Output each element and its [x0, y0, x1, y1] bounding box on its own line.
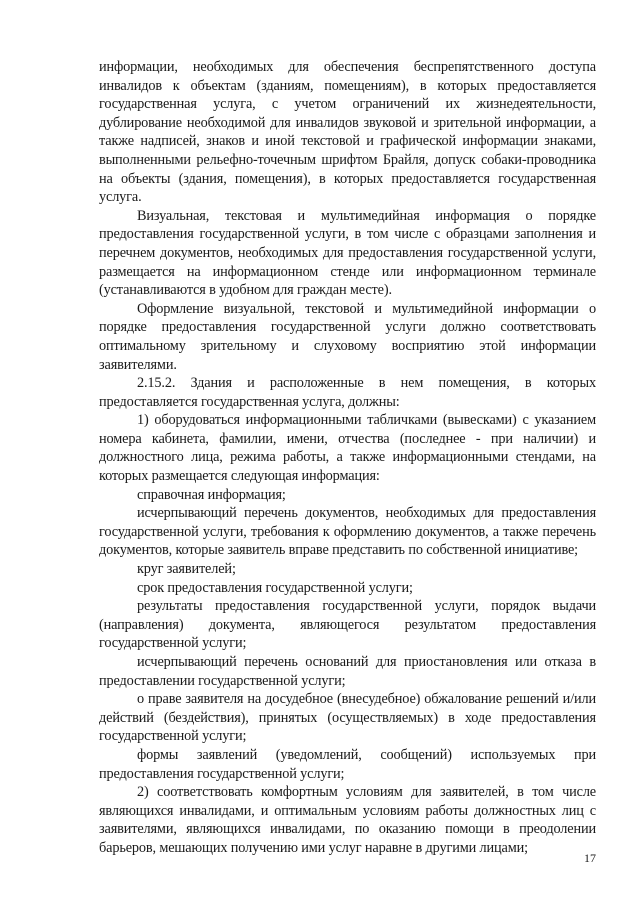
list-item-applicants: круг заявителей; [137, 561, 236, 578]
paragraph-section-2-15-2: 2.15.2. Здания и расположенные в нем помещения, в которых предоставляется государственная услуга, должны: [99, 375, 596, 410]
paragraph-visual-info: Визуальная, текстовая и мультимедийная информация о порядке предоставления государственной услуги, в том числе с образцами заполнения и перечнем документов, необходимых для предоставления государственной услуги, размещается на информационном стенде или информационном терминале (устанавливаются в удобном для граждан месте). [99, 207, 596, 299]
body-text [99, 58, 596, 858]
list-item-application-forms: формы заявлений (уведомлений, сообщений) используемых при предоставления государственной услуги; [99, 746, 596, 782]
paragraph-item-1: 1) оборудоваться информационными табличками (вывесками) с указанием номера кабинета, фамилии, имени, отчества (последнее - при наличии) и должностного лица, режима работы, а также информационными стендами, на которых размещается следующая информация: [99, 412, 596, 485]
page-number: 17 [584, 851, 596, 865]
paragraph-accessibility-info: информации, необходимых для обеспечения беспрепятственного доступа инвалидов к объектам (зданиям, помещениям), в которых предоставляется государственная услуга, с учетом ограничений их жизнедеятельности, дублирование необходимой для инвалидов звуковой и зрительной информации, а также надписей, знаков и иной текстовой и графической информации знаками, выполненными рельефно-точечным шрифтом Брайля, допуск собаки-проводника на объекты (здания, помещения), в которых предоставляется государственная услуга. [99, 59, 596, 206]
paragraph-item-2: 2) соответствовать комфортным условиям для заявителей, в том числе являющихся инвалидами, и оптимальным условиям работы должностных лиц с заявителями, являющихся инвалидами, по оказанию помощи в преодолении барьеров, мешающих получению ими услуг наравне в другими лицами; [99, 784, 596, 856]
list-item-service-term: срок предоставления государственной услуги; [137, 579, 413, 596]
list-item-refusal-grounds: исчерпывающий перечень оснований для приостановления или отказа в предоставлении государственной услуги; [99, 654, 596, 689]
list-item-service-results: результаты предоставления государственной услуги, порядок выдачи (направления) документа, являющегося результатом предоставления государственной услуги; [99, 598, 596, 652]
list-item-reference-info: справочная информация; [137, 486, 286, 503]
paragraph-info-design: Оформление визуальной, текстовой и мультимедийной информации о порядке предоставления государственной услуги должно соответствовать оптимальному зрительному и слуховому восприятию этой информации заявителями. [99, 300, 596, 373]
list-item-appeal-rights: о праве заявителя на досудебное (внесудебное) обжалование решений и/или действий (бездействия), принятых (осуществляемых) в ходе предоставления государственной услуги; [99, 691, 596, 745]
list-item-document-list: исчерпывающий перечень документов, необходимых для предоставления государственной услуги, требования к оформлению документов, а также перечень документов, которые заявитель вправе представить по собственной инициативе; [99, 505, 596, 559]
